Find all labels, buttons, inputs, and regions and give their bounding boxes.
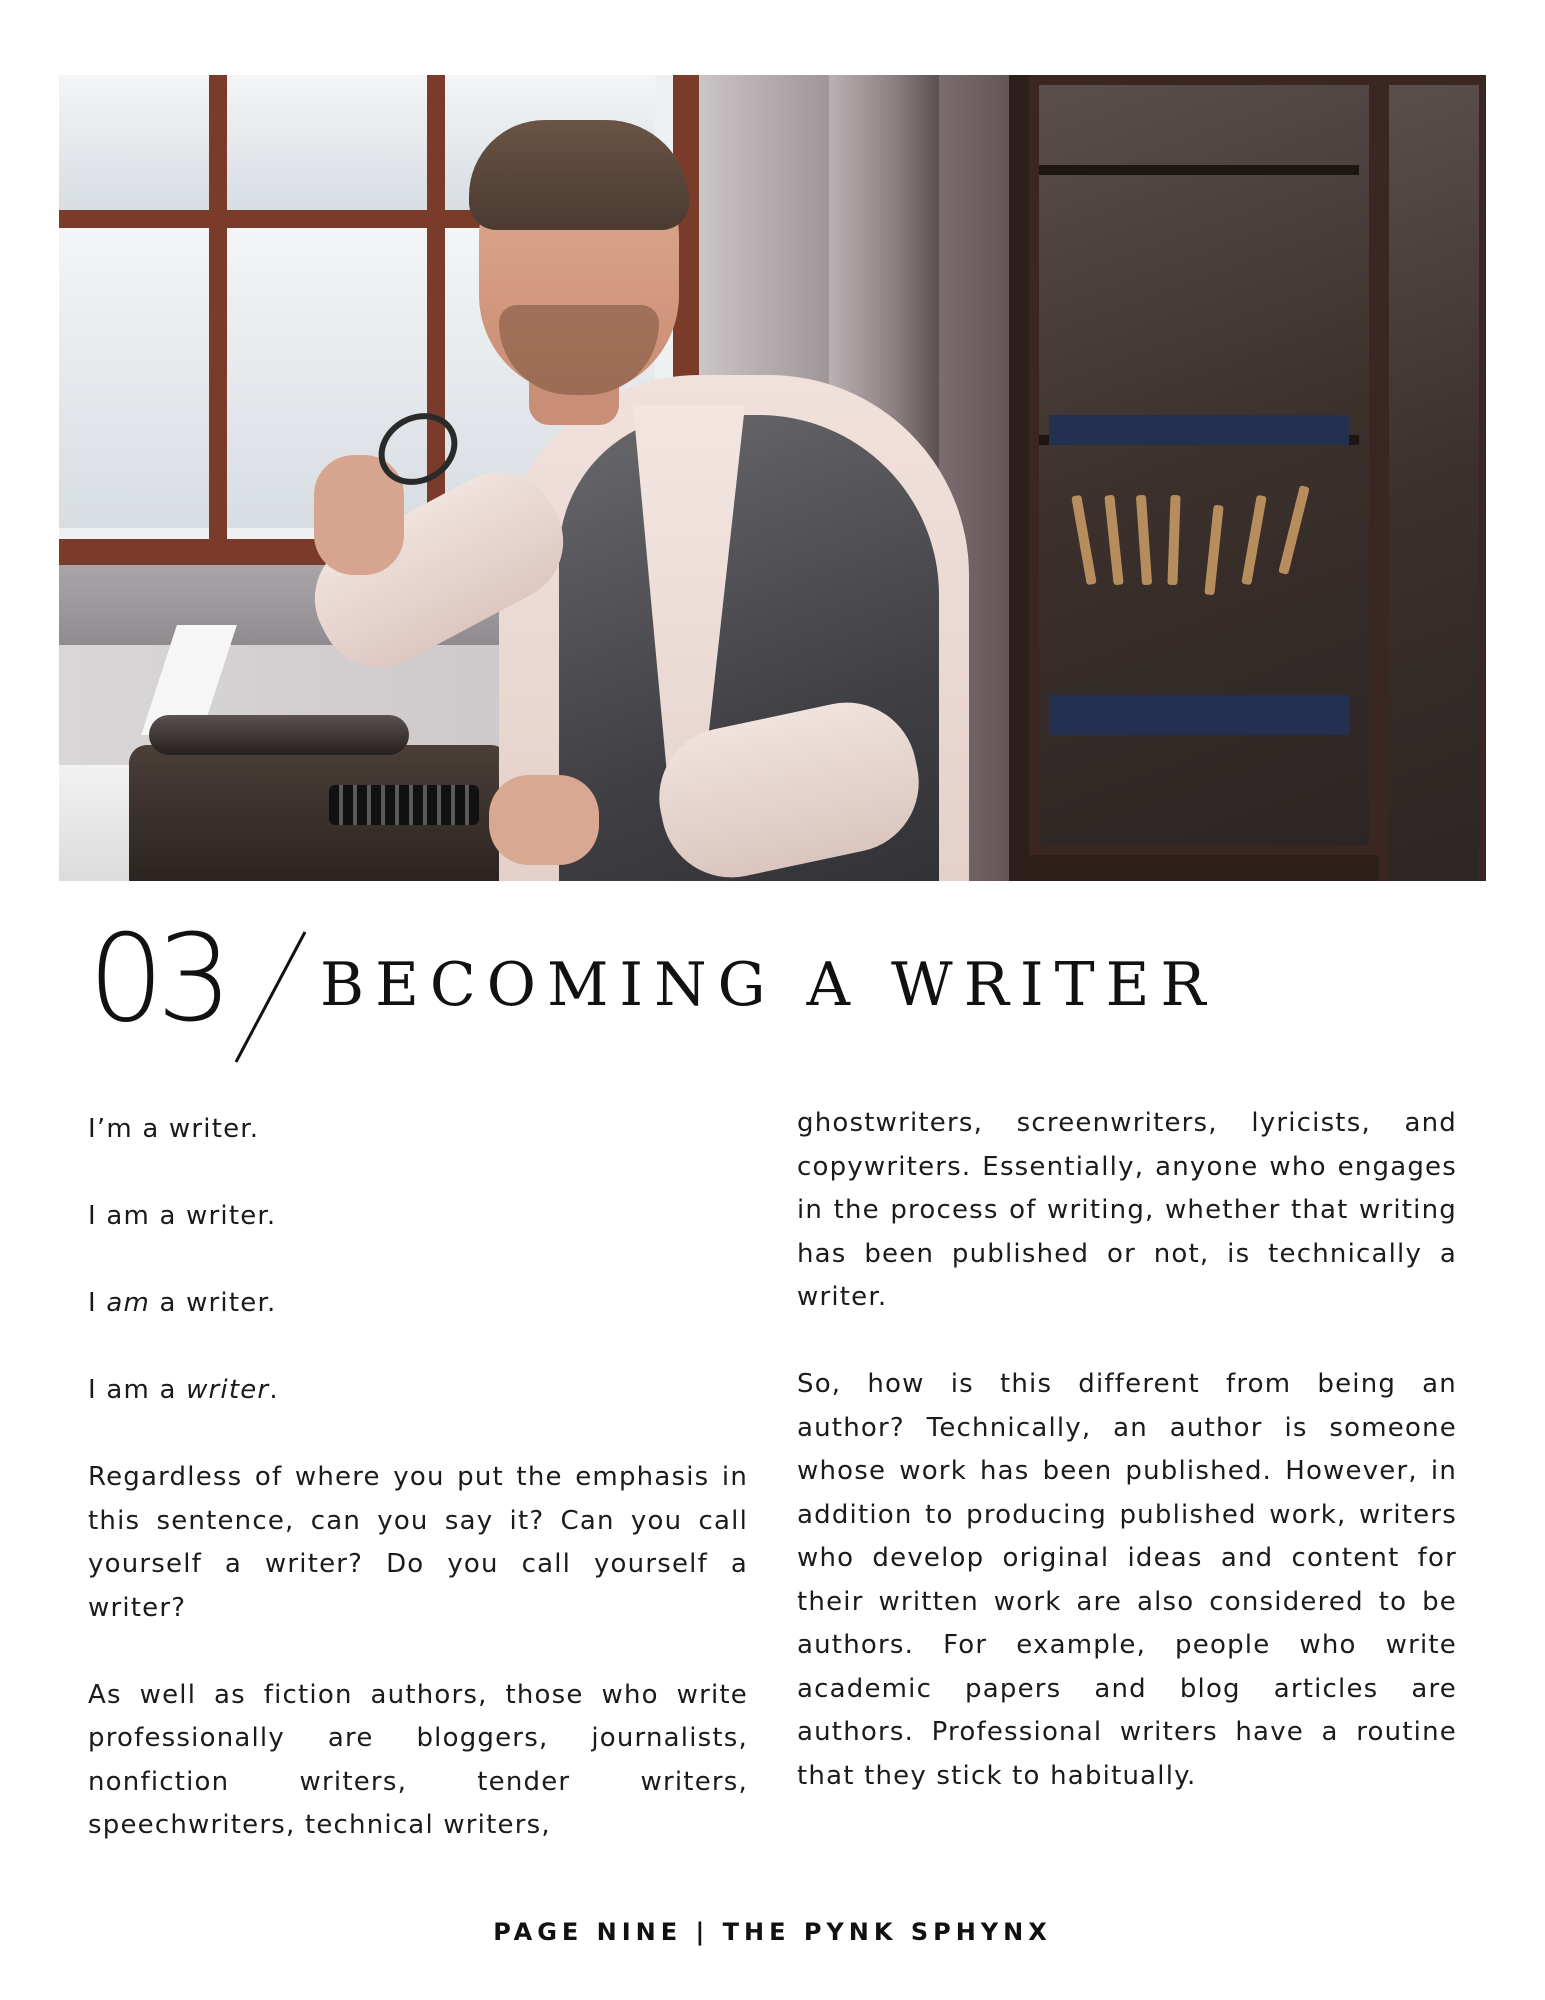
hero-photo	[59, 75, 1486, 881]
emphasis-text: writer	[186, 1375, 270, 1405]
emphasis-text: am	[106, 1288, 151, 1318]
body-column-right	[797, 1102, 1457, 1798]
paragraph: I am a writer.	[88, 1288, 277, 1318]
paragraph: So, how is this different from being an author? Technically, an author is someone whose work has been published. However, in addition to producing published work, writers who develop original ideas and content for their written work are also considered to be authors. For example, people who write academic papers and blog articles are authors. Professional writers have a routine that they stick to habitually.	[797, 1369, 1457, 1791]
paragraph: Regardless of where you put the emphasis in this sentence, can you say it? Can you call yourself a writer? Do you call yourself a writer?	[88, 1462, 748, 1623]
paragraph: I am a writer.	[88, 1201, 277, 1231]
paragraph: I am a writer.	[88, 1375, 279, 1405]
body-column-left	[88, 1108, 748, 1848]
page-footer: PAGE NINE | THE PYNK SPHYNX	[493, 1918, 1052, 1946]
photo-man	[59, 75, 1486, 881]
paragraph: ghostwriters, screenwriters, lyricists, and copywriters. Essentially, anyone who engages in the process of writing, whether that writing has been published or not, is technically a writer.	[797, 1108, 1457, 1312]
paragraph: I’m a writer.	[88, 1114, 260, 1144]
paragraph: As well as fiction authors, those who write professionally are bloggers, journalists, nonfiction writers, tender writers, speechwriters, technical writers,	[88, 1679, 748, 1840]
chapter-number: 03	[88, 910, 225, 1049]
chapter-title: BECOMING A WRITER	[320, 950, 1217, 1020]
